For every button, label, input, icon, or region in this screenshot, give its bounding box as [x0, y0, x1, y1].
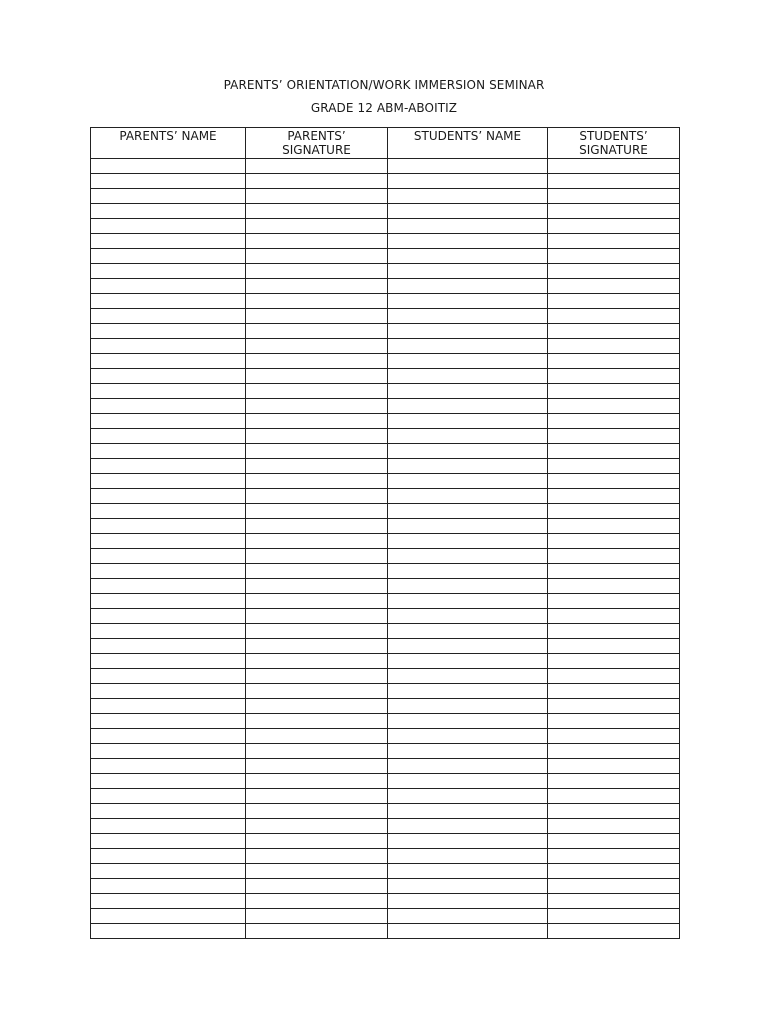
table-row [91, 624, 680, 639]
parents-signature-cell[interactable] [246, 789, 388, 804]
students-name-cell[interactable] [388, 684, 548, 699]
parents-signature-cell[interactable] [246, 894, 388, 909]
table-row [91, 729, 680, 744]
table-row [91, 339, 680, 354]
parents-signature-cell[interactable] [246, 549, 388, 564]
students-name-cell[interactable] [388, 474, 548, 489]
table-row [91, 309, 680, 324]
students-signature-cell[interactable] [548, 459, 680, 474]
students-signature-cell[interactable] [548, 414, 680, 429]
parents-name-cell[interactable] [91, 489, 246, 504]
parents-name-cell[interactable] [91, 519, 246, 534]
parents-name-cell[interactable] [91, 354, 246, 369]
students-name-cell[interactable] [388, 534, 548, 549]
parents-signature-cell[interactable] [246, 534, 388, 549]
parents-signature-cell[interactable] [246, 834, 388, 849]
students-signature-cell[interactable] [548, 249, 680, 264]
students-name-cell[interactable] [388, 759, 548, 774]
table-row [91, 609, 680, 624]
parents-signature-cell[interactable] [246, 594, 388, 609]
students-name-cell[interactable] [388, 624, 548, 639]
parents-name-cell[interactable] [91, 819, 246, 834]
parents-signature-cell[interactable] [246, 309, 388, 324]
parents-signature-cell[interactable] [246, 339, 388, 354]
table-row [91, 414, 680, 429]
table-row [91, 699, 680, 714]
students-signature-cell[interactable] [548, 369, 680, 384]
parents-name-cell[interactable] [91, 429, 246, 444]
header-students-signature-line-2: SIGNATURE [579, 143, 648, 157]
students-signature-cell[interactable] [548, 624, 680, 639]
parents-signature-cell[interactable] [246, 279, 388, 294]
parents-signature-cell[interactable] [246, 429, 388, 444]
parents-name-cell[interactable] [91, 339, 246, 354]
parents-name-cell[interactable] [91, 159, 246, 174]
parents-name-cell[interactable] [91, 534, 246, 549]
students-name-cell[interactable] [388, 729, 548, 744]
document-subtitle: GRADE 12 ABM-ABOITIZ [310, 101, 458, 115]
students-signature-cell[interactable] [548, 474, 680, 489]
students-name-cell[interactable] [388, 714, 548, 729]
students-name-cell[interactable] [388, 504, 548, 519]
table-row [91, 489, 680, 504]
students-name-cell[interactable] [388, 429, 548, 444]
parents-signature-cell[interactable] [246, 819, 388, 834]
students-name-cell[interactable] [388, 834, 548, 849]
header-students-signature [548, 128, 680, 159]
parents-signature-cell[interactable] [246, 189, 388, 204]
parents-signature-cell[interactable] [246, 759, 388, 774]
students-signature-cell[interactable] [548, 399, 680, 414]
parents-signature-cell[interactable] [246, 849, 388, 864]
students-name-cell[interactable] [388, 564, 548, 579]
table-row [91, 459, 680, 474]
table-row [91, 399, 680, 414]
parents-name-cell[interactable] [91, 684, 246, 699]
header-parents-signature [246, 128, 388, 159]
students-signature-cell[interactable] [548, 174, 680, 189]
table-row [91, 789, 680, 804]
parents-name-cell[interactable] [91, 759, 246, 774]
students-name-cell[interactable] [388, 699, 548, 714]
students-signature-cell[interactable] [548, 579, 680, 594]
parents-signature-cell[interactable] [246, 399, 388, 414]
table-row [91, 549, 680, 564]
parents-name-cell[interactable] [91, 849, 246, 864]
parents-signature-cell[interactable] [246, 324, 388, 339]
table-row [91, 849, 680, 864]
students-name-cell[interactable] [388, 174, 548, 189]
students-name-cell[interactable] [388, 864, 548, 879]
students-name-cell[interactable] [388, 549, 548, 564]
students-name-cell[interactable] [388, 324, 548, 339]
students-signature-cell[interactable] [548, 309, 680, 324]
parents-name-cell[interactable] [91, 639, 246, 654]
students-name-cell[interactable] [388, 249, 548, 264]
table-row [91, 639, 680, 654]
table-row [91, 369, 680, 384]
table-row [91, 669, 680, 684]
students-name-cell[interactable] [388, 519, 548, 534]
students-signature-cell[interactable] [548, 774, 680, 789]
parents-name-cell[interactable] [91, 894, 246, 909]
table-row [91, 684, 680, 699]
table-row [91, 189, 680, 204]
parents-name-cell[interactable] [91, 864, 246, 879]
parents-name-cell[interactable] [91, 834, 246, 849]
students-signature-cell[interactable] [548, 564, 680, 579]
parents-signature-cell[interactable] [246, 909, 388, 924]
parents-signature-cell[interactable] [246, 744, 388, 759]
students-name-cell[interactable] [388, 369, 548, 384]
table-row [91, 354, 680, 369]
parents-name-cell[interactable] [91, 714, 246, 729]
table-row [91, 249, 680, 264]
parents-signature-cell[interactable] [246, 204, 388, 219]
table-row [91, 204, 680, 219]
table-row [91, 474, 680, 489]
students-signature-cell[interactable] [548, 339, 680, 354]
students-signature-cell[interactable] [548, 759, 680, 774]
parents-name-cell[interactable] [91, 204, 246, 219]
students-signature-cell[interactable] [548, 834, 680, 849]
students-name-cell[interactable] [388, 399, 548, 414]
students-signature-cell[interactable] [548, 924, 680, 939]
students-name-cell[interactable] [388, 609, 548, 624]
students-name-cell[interactable] [388, 234, 548, 249]
students-signature-cell[interactable] [548, 804, 680, 819]
table-row [91, 264, 680, 279]
students-name-cell[interactable] [388, 594, 548, 609]
header-parents-signature-line-1: PARENTS’ [287, 129, 346, 143]
parents-name-cell[interactable] [91, 549, 246, 564]
parents-name-cell[interactable] [91, 594, 246, 609]
parents-name-cell[interactable] [91, 234, 246, 249]
parents-signature-cell[interactable] [246, 384, 388, 399]
parents-name-cell[interactable] [91, 279, 246, 294]
students-signature-cell[interactable] [548, 729, 680, 744]
parents-name-cell[interactable] [91, 459, 246, 474]
students-name-cell[interactable] [388, 804, 548, 819]
header-parents-signature-line-2: SIGNATURE [282, 143, 351, 157]
students-signature-cell[interactable] [548, 669, 680, 684]
parents-name-cell[interactable] [91, 654, 246, 669]
students-signature-cell[interactable] [548, 864, 680, 879]
students-name-cell[interactable] [388, 279, 548, 294]
students-name-cell[interactable] [388, 354, 548, 369]
table-row [91, 534, 680, 549]
students-name-cell[interactable] [388, 849, 548, 864]
students-name-cell[interactable] [388, 579, 548, 594]
students-signature-cell[interactable] [548, 294, 680, 309]
parents-name-cell[interactable] [91, 294, 246, 309]
parents-signature-cell[interactable] [246, 264, 388, 279]
parents-signature-cell[interactable] [246, 624, 388, 639]
parents-signature-cell[interactable] [246, 444, 388, 459]
parents-signature-cell[interactable] [246, 369, 388, 384]
parents-signature-cell[interactable] [246, 219, 388, 234]
parents-signature-cell[interactable] [246, 729, 388, 744]
students-signature-cell[interactable] [548, 189, 680, 204]
students-signature-cell[interactable] [548, 264, 680, 279]
students-name-cell[interactable] [388, 669, 548, 684]
students-name-cell[interactable] [388, 489, 548, 504]
header-students-name [388, 128, 548, 159]
parents-signature-cell[interactable] [246, 609, 388, 624]
parents-name-cell[interactable] [91, 579, 246, 594]
students-name-cell[interactable] [388, 819, 548, 834]
students-signature-cell[interactable] [548, 789, 680, 804]
students-signature-cell[interactable] [548, 444, 680, 459]
document-title: PARENTS’ ORIENTATION/WORK IMMERSION SEMINAR [223, 78, 545, 92]
parents-name-cell[interactable] [91, 924, 246, 939]
students-name-cell[interactable] [388, 789, 548, 804]
students-name-cell[interactable] [388, 204, 548, 219]
parents-name-cell[interactable] [91, 744, 246, 759]
table-row [91, 324, 680, 339]
students-signature-cell[interactable] [548, 159, 680, 174]
students-signature-cell[interactable] [548, 504, 680, 519]
table-row [91, 219, 680, 234]
parents-name-cell[interactable] [91, 414, 246, 429]
students-name-cell[interactable] [388, 924, 548, 939]
table-row [91, 429, 680, 444]
students-signature-cell[interactable] [548, 609, 680, 624]
parents-signature-cell[interactable] [246, 159, 388, 174]
table-row [91, 234, 680, 249]
students-signature-cell[interactable] [548, 909, 680, 924]
students-name-cell[interactable] [388, 264, 548, 279]
parents-signature-cell[interactable] [246, 654, 388, 669]
header-students-name-line-1: STUDENTS’ NAME [413, 129, 522, 143]
parents-name-cell[interactable] [91, 789, 246, 804]
students-name-cell[interactable] [388, 159, 548, 174]
table-row [91, 879, 680, 894]
header-students-signature-line-1: STUDENTS’ [579, 129, 648, 143]
parents-signature-cell[interactable] [246, 924, 388, 939]
students-signature-cell[interactable] [548, 354, 680, 369]
students-signature-cell[interactable] [548, 849, 680, 864]
parents-name-cell[interactable] [91, 879, 246, 894]
parents-name-cell[interactable] [91, 504, 246, 519]
students-name-cell[interactable] [388, 384, 548, 399]
table-row [91, 444, 680, 459]
table-header-row [91, 128, 680, 159]
students-signature-cell[interactable] [548, 894, 680, 909]
table-row [91, 279, 680, 294]
students-signature-cell[interactable] [548, 879, 680, 894]
students-signature-cell[interactable] [548, 234, 680, 249]
parents-signature-cell[interactable] [246, 249, 388, 264]
students-signature-cell[interactable] [548, 279, 680, 294]
students-signature-cell[interactable] [548, 429, 680, 444]
parents-signature-cell[interactable] [246, 684, 388, 699]
parents-name-cell[interactable] [91, 609, 246, 624]
table-row [91, 174, 680, 189]
parents-signature-cell[interactable] [246, 774, 388, 789]
parents-name-cell[interactable] [91, 444, 246, 459]
parents-name-cell[interactable] [91, 189, 246, 204]
table-row [91, 804, 680, 819]
table-row [91, 654, 680, 669]
table-row [91, 924, 680, 939]
table-row [91, 744, 680, 759]
students-signature-cell[interactable] [548, 714, 680, 729]
students-name-cell[interactable] [388, 894, 548, 909]
table-row [91, 504, 680, 519]
students-signature-cell[interactable] [548, 519, 680, 534]
students-name-cell[interactable] [388, 654, 548, 669]
table-row [91, 759, 680, 774]
parents-name-cell[interactable] [91, 384, 246, 399]
header-parents-name-line-1: PARENTS’ NAME [119, 129, 217, 143]
students-name-cell[interactable] [388, 459, 548, 474]
students-name-cell[interactable] [388, 444, 548, 459]
parents-signature-cell[interactable] [246, 234, 388, 249]
parents-signature-cell[interactable] [246, 564, 388, 579]
students-name-cell[interactable] [388, 309, 548, 324]
students-name-cell[interactable] [388, 909, 548, 924]
parents-name-cell[interactable] [91, 264, 246, 279]
parents-signature-cell[interactable] [246, 489, 388, 504]
parents-name-cell[interactable] [91, 369, 246, 384]
table-row [91, 579, 680, 594]
parents-signature-cell[interactable] [246, 414, 388, 429]
attendance-table [90, 127, 680, 939]
table-row [91, 864, 680, 879]
table-row [91, 819, 680, 834]
parents-signature-cell[interactable] [246, 714, 388, 729]
students-signature-cell[interactable] [548, 639, 680, 654]
parents-name-cell[interactable] [91, 399, 246, 414]
header-parents-name [91, 128, 246, 159]
table-row [91, 564, 680, 579]
table-row [91, 594, 680, 609]
parents-name-cell[interactable] [91, 564, 246, 579]
table-row [91, 159, 680, 174]
parents-signature-cell[interactable] [246, 474, 388, 489]
parents-signature-cell[interactable] [246, 519, 388, 534]
parents-name-cell[interactable] [91, 249, 246, 264]
parents-name-cell[interactable] [91, 729, 246, 744]
students-name-cell[interactable] [388, 879, 548, 894]
students-signature-cell[interactable] [548, 489, 680, 504]
students-signature-cell[interactable] [548, 324, 680, 339]
students-signature-cell[interactable] [548, 744, 680, 759]
table-row [91, 909, 680, 924]
parents-signature-cell[interactable] [246, 879, 388, 894]
students-name-cell[interactable] [388, 219, 548, 234]
students-signature-cell[interactable] [548, 684, 680, 699]
students-name-cell[interactable] [388, 774, 548, 789]
students-signature-cell[interactable] [548, 384, 680, 399]
table-row [91, 774, 680, 789]
parents-signature-cell[interactable] [246, 459, 388, 474]
students-name-cell[interactable] [388, 339, 548, 354]
students-name-cell[interactable] [388, 639, 548, 654]
parents-name-cell[interactable] [91, 219, 246, 234]
parents-name-cell[interactable] [91, 774, 246, 789]
parents-signature-cell[interactable] [246, 294, 388, 309]
parents-signature-cell[interactable] [246, 174, 388, 189]
parents-name-cell[interactable] [91, 474, 246, 489]
students-signature-cell[interactable] [548, 699, 680, 714]
parents-name-cell[interactable] [91, 624, 246, 639]
parents-signature-cell[interactable] [246, 864, 388, 879]
parents-name-cell[interactable] [91, 909, 246, 924]
students-signature-cell[interactable] [548, 654, 680, 669]
parents-signature-cell[interactable] [246, 639, 388, 654]
parents-name-cell[interactable] [91, 804, 246, 819]
parents-signature-cell[interactable] [246, 504, 388, 519]
table-row [91, 294, 680, 309]
table-body [91, 159, 680, 939]
students-name-cell[interactable] [388, 294, 548, 309]
students-name-cell[interactable] [388, 189, 548, 204]
students-name-cell[interactable] [388, 414, 548, 429]
table-row [91, 714, 680, 729]
parents-name-cell[interactable] [91, 309, 246, 324]
parents-signature-cell[interactable] [246, 354, 388, 369]
students-signature-cell[interactable] [548, 549, 680, 564]
parents-name-cell[interactable] [91, 669, 246, 684]
parents-signature-cell[interactable] [246, 699, 388, 714]
students-signature-cell[interactable] [548, 219, 680, 234]
parents-name-cell[interactable] [91, 324, 246, 339]
students-name-cell[interactable] [388, 744, 548, 759]
parents-name-cell[interactable] [91, 174, 246, 189]
table-row [91, 519, 680, 534]
students-signature-cell[interactable] [548, 819, 680, 834]
table-row [91, 834, 680, 849]
students-signature-cell[interactable] [548, 204, 680, 219]
parents-signature-cell[interactable] [246, 804, 388, 819]
table-row [91, 384, 680, 399]
parents-name-cell[interactable] [91, 699, 246, 714]
students-signature-cell[interactable] [548, 594, 680, 609]
parents-signature-cell[interactable] [246, 579, 388, 594]
table-row [91, 894, 680, 909]
students-signature-cell[interactable] [548, 534, 680, 549]
parents-signature-cell[interactable] [246, 669, 388, 684]
